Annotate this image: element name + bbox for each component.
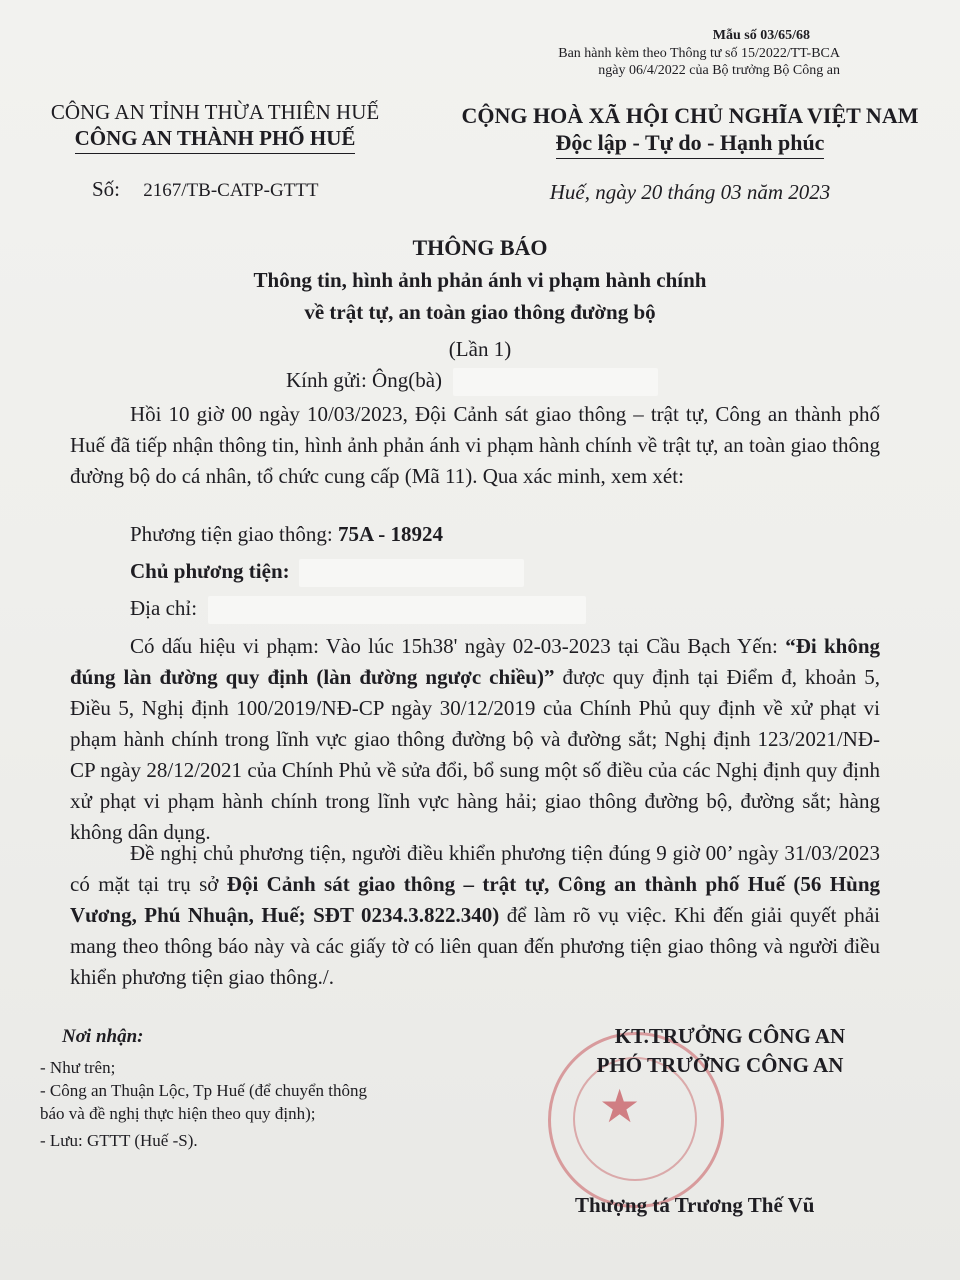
violation-description: “Đi không đúng làn đường quy định (làn đường ngược chiều)” <box>70 634 881 689</box>
addressee-label: Kính gửi: Ông(bà) <box>286 368 443 392</box>
form-issuance-date: ngày 06/4/2022 của Bộ trưởng Bộ Công an <box>598 63 840 78</box>
violation-prefix: Có dấu hiệu vi phạm: Vào lúc 15h38' ngày 02-03-2023 tại Cầu Bạch Yến: <box>130 634 778 658</box>
recipient-item-3: - Lưu: GTTT (Huế -S). <box>40 1131 198 1150</box>
recipient-item-2: - Công an Thuận Lộc, Tp Huế (để chuyển thông <box>40 1081 368 1100</box>
signature-title-2: PHÓ TRƯỞNG CÔNG AN <box>596 1053 844 1077</box>
recipients-label: Nơi nhận: <box>62 1026 144 1047</box>
notice-attempt: (Lần 1) <box>448 337 512 361</box>
redacted-address <box>208 596 586 624</box>
redacted-owner-name <box>299 559 524 587</box>
document-number-value: 2167/TB-CATP-GTTT <box>143 180 319 201</box>
request-paragraph <box>70 838 880 993</box>
form-number: Mẫu số 03/65/68 <box>712 28 810 43</box>
agency-name-text: CÔNG AN THÀNH PHỐ HUẾ <box>75 126 356 154</box>
request-location: Đội Cảnh sát giao thông – trật tự, Công an thành phố Huế (56 Hùng Vương, Phú Nhuận, Huế; SĐT 0234.3.822.340) <box>70 872 880 927</box>
violation-paragraph <box>70 631 880 848</box>
recipient-item-2-cont: báo và đề nghị thực hiện theo quy định); <box>40 1104 316 1123</box>
document-number-label: Số: <box>92 177 121 201</box>
violation-legal-basis: được quy định tại Điểm đ, khoản 5, Điều 5, Nghị định 100/2019/NĐ-CP ngày 30/12/2019 của Chính Phủ quy định về xử phạt vi phạm hành chính trong lĩnh vực giao thông đường bộ và đường sắt; Nghị định 123/2021/NĐ-CP ngày 28/12/2021 của Chính Phủ về sửa đổi, bổ sung một số điều của các Nghị định quy định xử phạt vi phạm hành chính trong lĩnh vực hàng hải; giao thông đường bộ, đường sắt; hàng không dân dụng. <box>70 665 880 844</box>
intro-paragraph: Hồi 10 giờ 00 ngày 10/03/2023, Đội Cảnh sát giao thông – trật tự, Công an thành phố Huế đã tiếp nhận thông tin, hình ảnh phản ánh vi phạm hành chính về trật tự, an toàn giao thông đường bộ do cá nhân, tổ chức cung cấp (Mã 11). Qua xác minh, xem xét: <box>70 402 880 488</box>
notice-title: THÔNG BÁO <box>412 235 548 260</box>
request-rest: để làm rõ vụ việc. Khi đến giải quyết phải mang theo thông báo này và các giấy tờ có liên quan đến phương tiện giao thông và người điều khiển phương tiện giao thông./. <box>70 903 881 989</box>
place-date: Huế, ngày 20 tháng 03 năm 2023 <box>549 180 831 204</box>
star-icon: ★ <box>599 1079 641 1133</box>
signature-title-1: KT.TRƯỞNG CÔNG AN <box>614 1024 846 1048</box>
vehicle-line <box>130 522 443 547</box>
national-motto-wrap <box>420 130 960 159</box>
request-prefix: Đề nghị chủ phương tiện, người điều khiển phương tiện đúng 9 giờ 00’ ngày 31/03/2023 có mặt tại trụ sở <box>70 841 880 896</box>
address-label: Địa chỉ: <box>130 596 198 620</box>
vehicle-label: Phương tiện giao thông: <box>130 522 333 546</box>
agency-name <box>20 126 410 154</box>
vehicle-plate: 75A - 18924 <box>337 522 443 546</box>
notice-subtitle-1: Thông tin, hình ảnh phản ánh vi phạm hành chính <box>253 268 707 292</box>
addressee <box>286 368 658 396</box>
agency-parent: CÔNG AN TỈNH THỪA THIÊN HUẾ <box>50 100 380 124</box>
owner-line <box>130 559 524 587</box>
recipient-item-1: - Như trên; <box>40 1058 116 1077</box>
owner-label: Chủ phương tiện: <box>130 559 290 583</box>
document-number <box>92 177 318 202</box>
national-title: CỘNG HOÀ XÃ HỘI CHỦ NGHĨA VIỆT NAM <box>461 103 919 128</box>
redacted-addressee-name <box>453 368 658 396</box>
address-line <box>130 596 586 624</box>
notice-subtitle-2: về trật tự, an toàn giao thông đường bộ <box>304 300 656 324</box>
signer-name: Thượng tá Trương Thế Vũ <box>575 1193 815 1217</box>
form-issuance-line: Ban hành kèm theo Thông tư số 15/2022/TT-BCA <box>558 46 840 61</box>
national-motto: Độc lập - Tự do - Hạnh phúc <box>556 130 825 159</box>
